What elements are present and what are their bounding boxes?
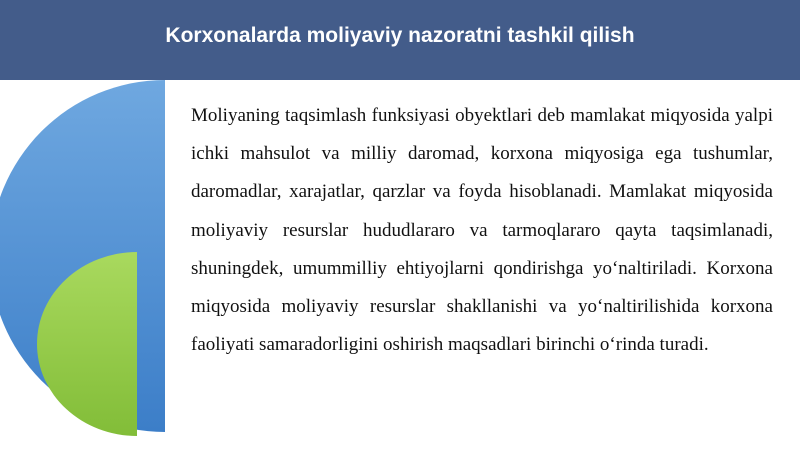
slide-title: Korxonalarda moliyaviy nazoratni tashkil qilish xyxy=(165,24,635,47)
decorative-shapes xyxy=(0,80,180,449)
slide-body-text: Moliyaning taqsimlash funksiyasi obyektlari deb mamlakat miqyosida yalpi ichki mahsulot va milliy daromad, korxona miqyosiga ega tushumlar, daromadlar, xarajatlar, qarzlar va foyda hisoblanadi. Mamlakat miqyosida moliyaviy resurslar hududlararo va tarmoqlararo qayta taqsimlanadi, shuningdek, umummilliy ehtiyojlarni qondirishga yo‘naltiriladi. Korxona miqyosida moliyaviy resurslar shakllanishi va yo‘naltirilishida korxona faoliyati samaradorligini oshirish maqsadlari birinchi o‘rinda turadi. xyxy=(191,105,773,356)
title-bar xyxy=(0,0,800,80)
